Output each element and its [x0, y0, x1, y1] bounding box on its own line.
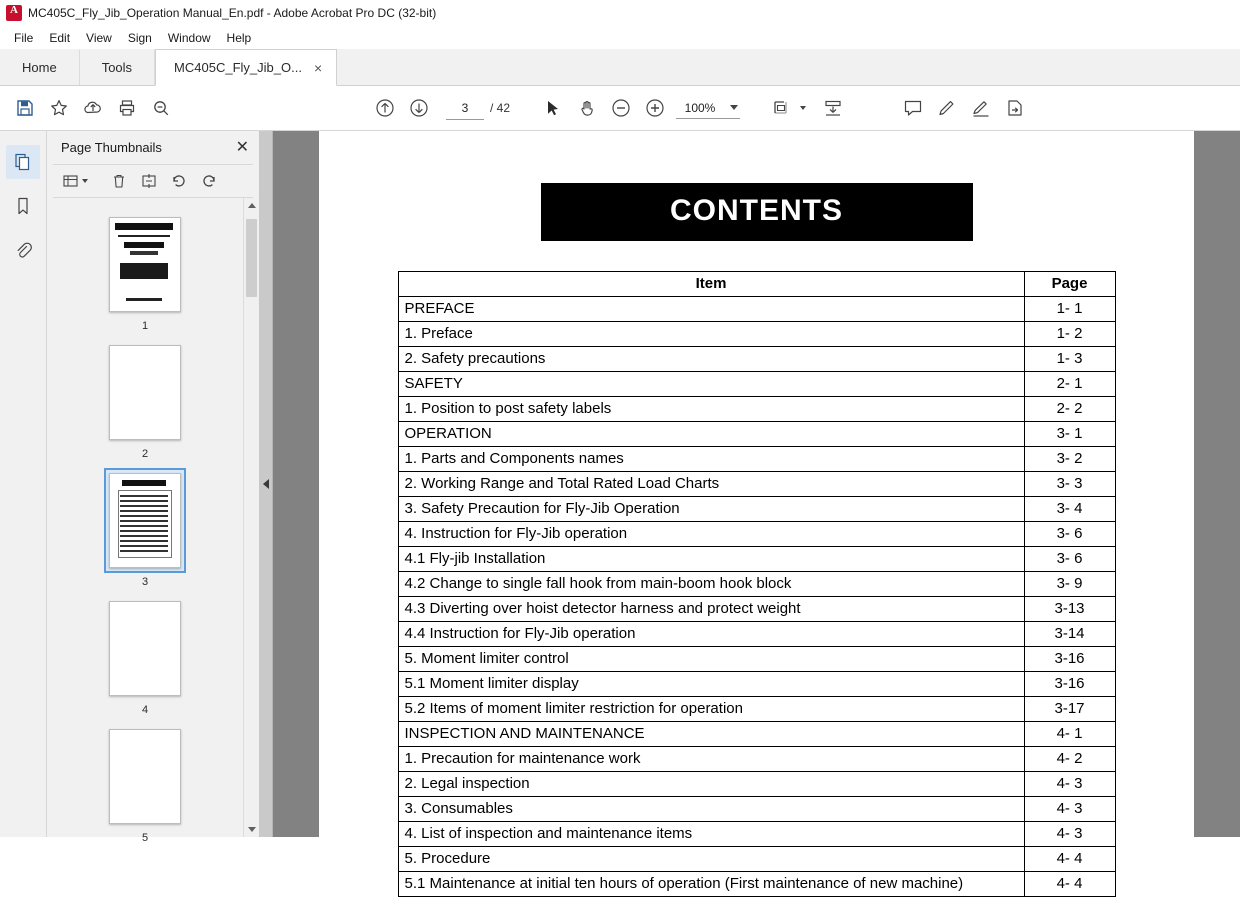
menu-sign[interactable]: Sign [127, 31, 152, 45]
toc-item: 4.2 Change to single fall hook from main-boom hook block [398, 572, 1024, 597]
column-header-item: Item [398, 272, 1024, 297]
toc-item: 2. Safety precautions [398, 347, 1024, 372]
cloud-upload-icon [82, 98, 104, 118]
select-tool-button[interactable] [536, 91, 570, 125]
page-thumbnails-icon [12, 151, 34, 173]
toc-item: 4. List of inspection and maintenance items [398, 822, 1024, 847]
toc-page: 2- 1 [1024, 372, 1115, 397]
rotate-right-icon [200, 172, 218, 190]
find-button[interactable] [144, 91, 178, 125]
toc-page: 4- 4 [1024, 847, 1115, 872]
thumbnails-header [47, 131, 259, 164]
chevron-down-icon[interactable] [82, 179, 88, 183]
table-row [398, 797, 1115, 822]
toc-page: 3-16 [1024, 672, 1115, 697]
tab-document-label: MC405C_Fly_Jib_O... [174, 60, 302, 75]
menu-view[interactable]: View [86, 31, 112, 45]
table-row [398, 347, 1115, 372]
table-row [398, 372, 1115, 397]
scroll-mode-button[interactable] [816, 91, 850, 125]
table-row [398, 447, 1115, 472]
thumbnail-page-preview [109, 729, 181, 824]
toc-page: 2- 2 [1024, 397, 1115, 422]
scroll-down-button[interactable] [244, 822, 259, 837]
toc-page: 3-16 [1024, 647, 1115, 672]
table-row [398, 322, 1115, 347]
table-row [398, 722, 1115, 747]
scrollbar-thumb[interactable] [246, 219, 257, 297]
table-row [398, 847, 1115, 872]
hand-icon [577, 98, 597, 118]
share-document-icon [1004, 98, 1026, 118]
toc-page: 3- 9 [1024, 572, 1115, 597]
toc-page: 4- 1 [1024, 722, 1115, 747]
attachments-icon [12, 239, 34, 261]
toc-item: 5. Moment limiter control [398, 647, 1024, 672]
tab-tools-label: Tools [101, 60, 133, 75]
comment-button[interactable] [896, 91, 930, 125]
page-thumbnails-panel [47, 131, 260, 844]
toc-item: 1. Precaution for maintenance work [398, 747, 1024, 772]
menu-file[interactable]: File [14, 31, 34, 45]
menu-bar [0, 27, 1240, 49]
tab-tools[interactable] [80, 50, 155, 85]
table-row [398, 522, 1115, 547]
toc-item: INSPECTION AND MAINTENANCE [398, 722, 1024, 747]
scroll-up-button[interactable] [244, 198, 259, 213]
thumbnail-page-1[interactable] [103, 212, 187, 332]
table-row [398, 497, 1115, 522]
thumbnail-size-button[interactable] [61, 168, 89, 194]
thumbnail-page-preview [109, 473, 181, 568]
toc-item: 2. Working Range and Total Rated Load Charts [398, 472, 1024, 497]
highlight-button[interactable] [930, 91, 964, 125]
plus-circle-icon [644, 97, 666, 119]
thumbnail-page-preview [109, 601, 181, 696]
page-fit-button[interactable] [764, 91, 798, 125]
toc-item: 4.3 Diverting over hoist detector harness and protect weight [398, 597, 1024, 622]
minus-circle-icon [610, 97, 632, 119]
toc-page: 4- 2 [1024, 747, 1115, 772]
chevron-down-icon[interactable] [730, 105, 738, 110]
thumbnail-page-number: 4 [141, 703, 149, 716]
arrow-up-circle-icon [374, 97, 396, 119]
toc-item: OPERATION [398, 422, 1024, 447]
thumbnails-list[interactable] [47, 198, 243, 844]
thumbnails-title: Page Thumbnails [61, 140, 162, 156]
extract-pages-icon [140, 172, 158, 190]
save-button[interactable] [8, 91, 42, 125]
toc-item: 4.1 Fly-jib Installation [398, 547, 1024, 572]
toc-page: 3- 3 [1024, 472, 1115, 497]
draw-button[interactable] [964, 91, 998, 125]
toc-item: 1. Parts and Components names [398, 447, 1024, 472]
table-of-contents [398, 271, 1116, 897]
thumbnail-page-preview [109, 217, 181, 312]
upload-cloud-button[interactable] [76, 91, 110, 125]
thumbnail-page-2[interactable] [103, 340, 187, 460]
page-thumbnails-button[interactable] [6, 145, 40, 179]
toc-item: 5. Procedure [398, 847, 1024, 872]
trash-icon [110, 172, 128, 190]
page-number-input[interactable] [446, 97, 484, 120]
toc-item: 5.1 Moment limiter display [398, 672, 1024, 697]
toc-page: 3- 1 [1024, 422, 1115, 447]
toc-page: 3- 4 [1024, 497, 1115, 522]
toc-item: 4. Instruction for Fly-Jib operation [398, 522, 1024, 547]
toc-item: 2. Legal inspection [398, 772, 1024, 797]
toc-page: 4- 3 [1024, 772, 1115, 797]
acrobat-icon [6, 5, 22, 21]
arrow-down-circle-icon [408, 97, 430, 119]
menu-window[interactable]: Window [167, 31, 211, 45]
table-row [398, 872, 1115, 897]
scrollbar-track[interactable] [244, 213, 259, 822]
main-toolbar [0, 86, 1240, 131]
toc-page: 3-14 [1024, 622, 1115, 647]
thumbnail-page-4[interactable] [103, 596, 187, 716]
thumbnails-scrollbar[interactable] [243, 198, 259, 837]
thumbnail-page-5[interactable] [103, 724, 187, 844]
star-icon [49, 98, 69, 118]
thumbnail-page-3[interactable] [103, 468, 187, 588]
workspace [0, 131, 1240, 892]
table-row [398, 672, 1115, 697]
toc-page: 3-13 [1024, 597, 1115, 622]
navigation-rail [0, 131, 47, 837]
toc-item: 3. Safety Precaution for Fly-Jib Operation [398, 497, 1024, 522]
menu-edit[interactable]: Edit [49, 31, 71, 45]
close-icon[interactable]: × [313, 59, 323, 76]
rotate-counterclockwise-button[interactable] [165, 168, 193, 194]
thumbnail-page-number: 1 [141, 319, 149, 332]
zoom-in-button[interactable] [638, 91, 672, 125]
toc-item: 5.2 Items of moment limiter restriction for operation [398, 697, 1024, 722]
zoom-level-control[interactable] [676, 98, 740, 119]
table-row [398, 547, 1115, 572]
extract-pages-button[interactable] [135, 168, 163, 194]
menu-help[interactable]: Help [226, 31, 252, 45]
table-row [398, 397, 1115, 422]
share-button[interactable] [998, 91, 1032, 125]
table-row [398, 422, 1115, 447]
table-row [398, 747, 1115, 772]
rotate-left-icon [170, 172, 188, 190]
bookmarks-button[interactable] [6, 189, 40, 223]
tab-home-label: Home [22, 60, 57, 75]
toc-page: 3-17 [1024, 697, 1115, 722]
attachments-button[interactable] [6, 233, 40, 267]
toc-page: 3- 2 [1024, 447, 1115, 472]
table-header-row [398, 272, 1115, 297]
print-button[interactable] [110, 91, 144, 125]
tab-document[interactable] [155, 49, 337, 86]
thumbnails-scroll-area [47, 198, 259, 844]
toc-item: 3. Consumables [398, 797, 1024, 822]
arrow-down-icon [248, 827, 256, 832]
toc-item: 1. Preface [398, 322, 1024, 347]
toc-item: SAFETY [398, 372, 1024, 397]
title-bar [0, 0, 1240, 27]
pdf-page [319, 131, 1194, 892]
speech-bubble-icon [902, 98, 924, 118]
toc-page: 4- 3 [1024, 822, 1115, 847]
hand-tool-button[interactable] [570, 91, 604, 125]
tab-strip [0, 49, 1240, 86]
magnifier-minus-icon [151, 98, 171, 118]
toc-page: 1- 3 [1024, 347, 1115, 372]
bookmarks-icon [12, 195, 34, 217]
table-row [398, 297, 1115, 322]
close-icon[interactable]: ✕ [235, 138, 249, 156]
toc-item: PREFACE [398, 297, 1024, 322]
thumbnail-page-number: 2 [141, 447, 149, 460]
page-total-label: / 42 [490, 101, 511, 115]
triangle-right-icon [263, 479, 269, 489]
table-row [398, 647, 1115, 672]
add-to-favorites-button[interactable] [42, 91, 76, 125]
table-row [398, 697, 1115, 722]
printer-icon [117, 98, 137, 118]
pen-icon [936, 98, 958, 118]
delete-pages-button[interactable] [105, 168, 133, 194]
thumbnails-toolbar [53, 164, 253, 197]
zoom-out-button[interactable] [604, 91, 638, 125]
toc-page: 3- 6 [1024, 522, 1115, 547]
signature-icon [970, 98, 992, 118]
fit-page-icon [771, 98, 791, 118]
table-row [398, 622, 1115, 647]
cursor-arrow-icon [543, 98, 563, 118]
arrow-up-icon [248, 203, 256, 208]
table-row [398, 597, 1115, 622]
toc-page: 4- 4 [1024, 872, 1115, 897]
toc-item: 4.4 Instruction for Fly-Jib operation [398, 622, 1024, 647]
document-viewport[interactable] [273, 131, 1240, 892]
thumbnail-page-number: 3 [141, 575, 149, 588]
zoom-level-value: 100% [684, 100, 716, 115]
toc-page: 4- 3 [1024, 797, 1115, 822]
table-row [398, 472, 1115, 497]
toc-page: 3- 6 [1024, 547, 1115, 572]
previous-page-button[interactable] [368, 91, 402, 125]
thumbnail-page-preview [109, 345, 181, 440]
toc-page: 1- 2 [1024, 322, 1115, 347]
toc-page: 1- 1 [1024, 297, 1115, 322]
toc-item: 5.1 Maintenance at initial ten hours of operation (First maintenance of new machine) [398, 872, 1024, 897]
toc-item: 1. Position to post safety labels [398, 397, 1024, 422]
table-row [398, 572, 1115, 597]
table-row [398, 772, 1115, 797]
tab-home[interactable] [0, 50, 80, 85]
window-title: MC405C_Fly_Jib_Operation Manual_En.pdf - Adobe Acrobat Pro DC (32-bit) [28, 6, 437, 20]
grid-options-icon [62, 173, 80, 189]
page-title: CONTENTS [541, 183, 973, 241]
chevron-down-icon-fit[interactable] [800, 106, 806, 110]
next-page-button[interactable] [402, 91, 436, 125]
rotate-clockwise-button[interactable] [195, 168, 223, 194]
thumbnail-page-number: 5 [141, 831, 149, 844]
read-mode-icon [822, 98, 844, 118]
table-row [398, 822, 1115, 847]
column-header-page: Page [1024, 272, 1115, 297]
collapse-panel-handle[interactable] [260, 131, 273, 837]
floppy-disk-icon [15, 98, 35, 118]
